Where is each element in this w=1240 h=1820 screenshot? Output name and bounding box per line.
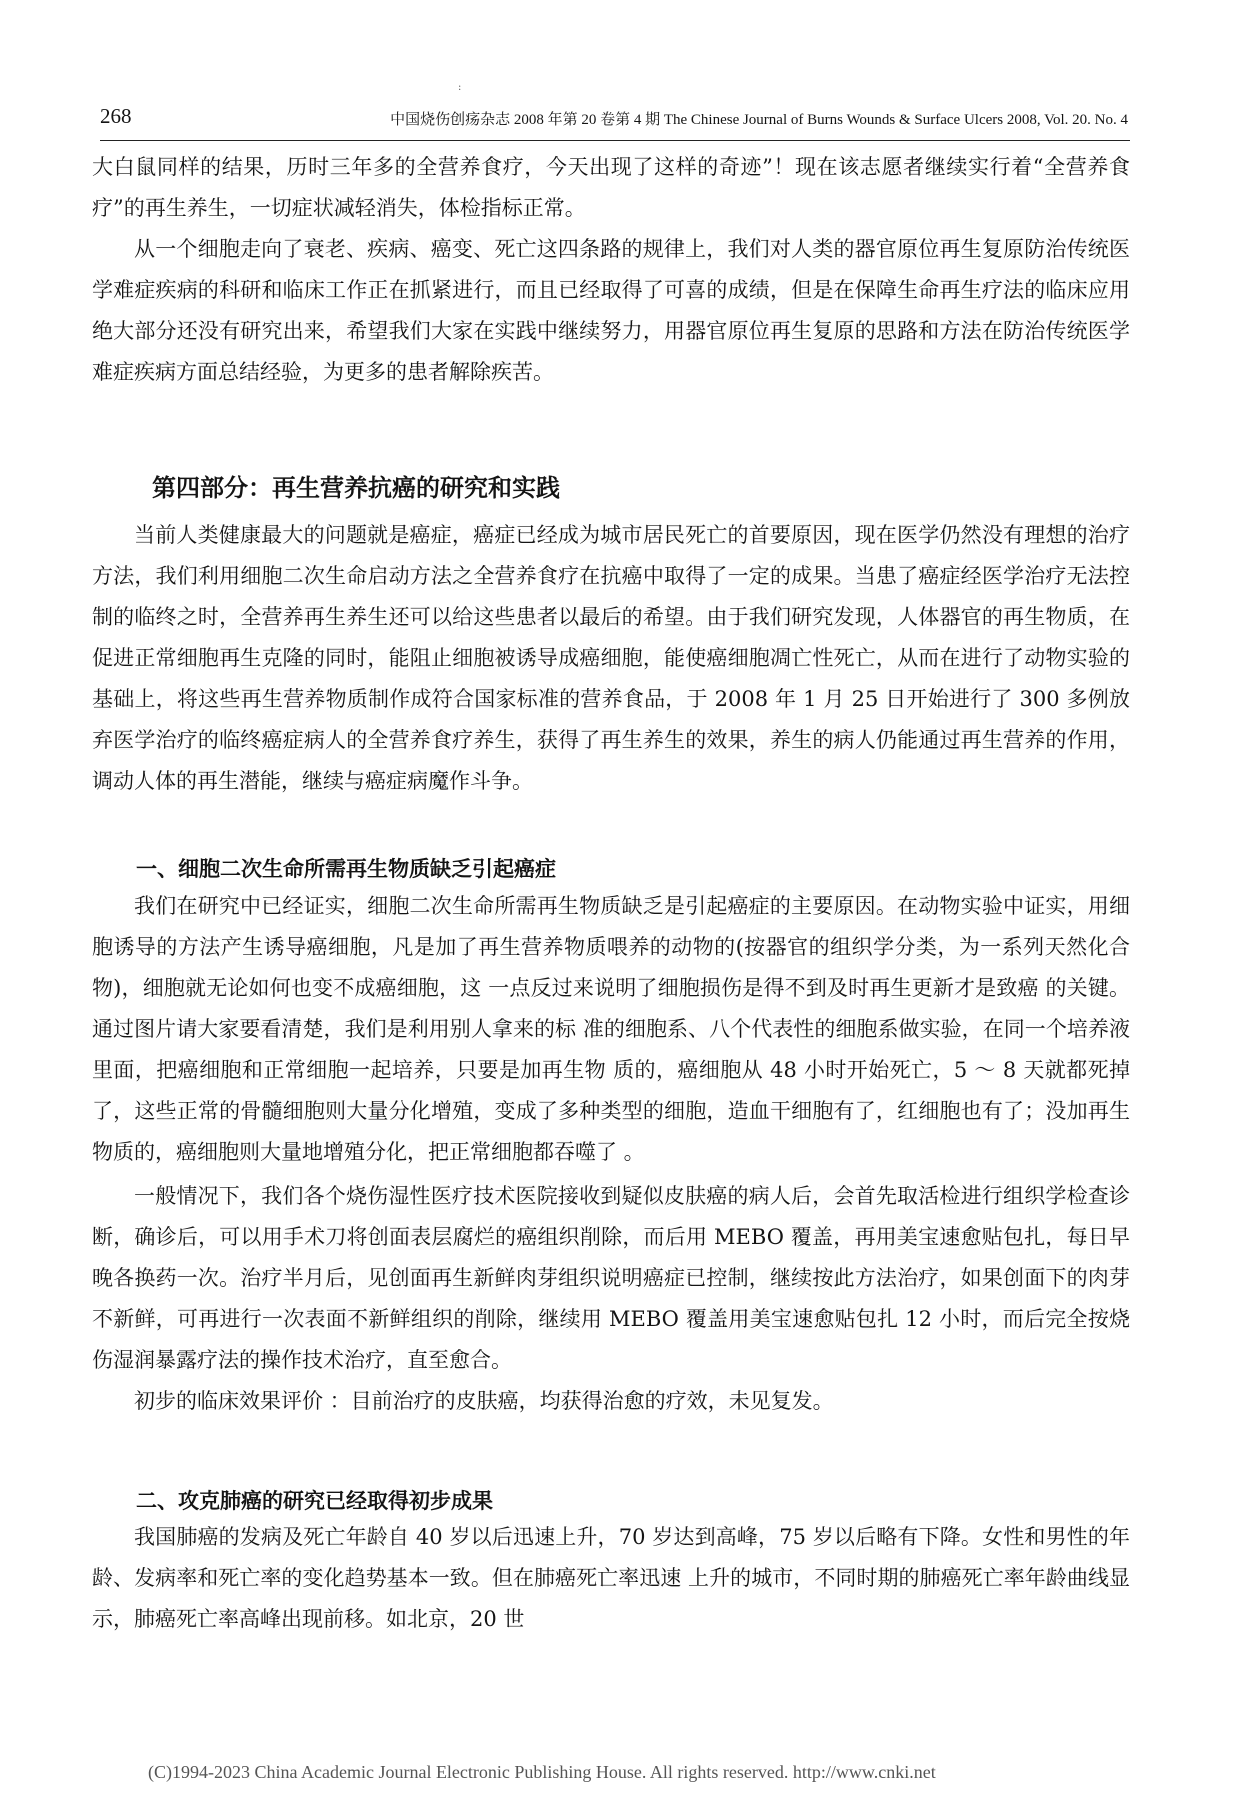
section-heading: 一、细胞二次生命所需再生物质缺乏引起癌症 <box>136 856 556 881</box>
copyright-footer: (C)1994-2023 China Academic Journal Electronic Publishing House. All rights reserved. http://www.cnki.net <box>148 1762 936 1782</box>
body-paragraph: 一般情况下，我们各个烧伤湿性医疗技术医院接收到疑似皮肤癌的病人后，会首先取活检进行组织学检查诊断，确诊后，可以用手术刀将创面表层腐烂的癌组织削除，而后用 MEBO 覆盖，再用美宝速愈贴包扎，每日早晚各换药一次。治疗半月后，见创面再生新鲜肉芽组织说明癌症已控制，继续按此方法治疗，如果创面下的肉芽不新鲜，可再进行一次表面不新鲜组织的削除，继续用 MEBO 覆盖用美宝速愈贴包扎 12 小时，而后完全按烧伤湿润暴露疗法的操作技术治疗，直至愈合。 <box>92 1184 1130 1372</box>
body-paragraph: 初步的临床效果评价 ：目前治疗的皮肤癌，均获得治愈的疗效，未见复发。 <box>134 1389 834 1413</box>
continued-paragraph: 大白鼠同样的结果，历时三年多的全营养食疗，今天出现了这样的奇迹”！现在该志愿者继续实行着“全营养食疗”的再生养生，一切症状减轻消失，体检指标正常。 <box>92 155 1130 220</box>
body-paragraph: 我们在研究中已经证实，细胞二次生命所需再生物质缺乏是引起癌症的主要原因。在动物实验中证实，用细胞诱导的方法产生诱导癌细胞，凡是加了再生营养物质喂养的动物的(按器官的组织学分类，为一系列天然化合物)，细胞就无论如何也变不成癌细胞，这 一点反过来说明了细胞损伤是得不到及时再生更新才是致癌 的关键。通过图片请大家要看清楚，我们是利用别人拿来的标 准的细胞系、八个代表性的细胞系做实验，在同一个培养液里面，把癌细胞和正常细胞一起培养，只要是加再生物 质的，癌细胞从 48 小时开始死亡，5 ～ 8 天就都死掉了，这些正常的骨髓细胞则大量分化增殖，变成了多种类型的细胞，造血干细胞有了，红细胞也有了；没加再生物质的，癌细胞则大量地增殖分化，把正常细胞都吞噬了 。 <box>92 894 1130 1164</box>
part-heading: 第四部分：再生营养抗癌的研究和实践 <box>152 473 560 502</box>
scan-mark: : <box>458 82 462 93</box>
section-heading: 二、攻克肺癌的研究已经取得初步成果 <box>136 1488 493 1513</box>
page-number: 268 <box>100 104 132 128</box>
running-header: 中国烧伤创疡杂志 2008 年第 20 卷第 4 期 The Chinese Journal of Burns Wounds & Surface Ulcers 2008, Vol. 20. No. 4 <box>390 112 1128 128</box>
body-paragraph: 从一个细胞走向了衰老、疾病、癌变、死亡这四条路的规律上，我们对人类的器官原位再生复原防治传统医学难症疾病的科研和临床工作正在抓紧进行，而且已经取得了可喜的成绩，但是在保障生命再生疗法的临床应用绝大部分还没有研究出来，希望我们大家在实践中继续努力，用器官原位再生复原的思路和方法在防治传统医学难症疾病方面总结经验，为更多的患者解除疾苦。 <box>92 237 1130 384</box>
header-rule <box>100 140 1130 141</box>
body-paragraph: 当前人类健康最大的问题就是癌症，癌症已经成为城市居民死亡的首要原因，现在医学仍然没有理想的治疗方法，我们利用细胞二次生命启动方法之全营养食疗在抗癌中取得了一定的成果。当患了癌症经医学治疗无法控制的临终之时，全营养再生养生还可以给这些患者以最后的希望。由于我们研究发现，人体器官的再生物质，在促进正常细胞再生克隆的同时，能阻止细胞被诱导成癌细胞，能使癌细胞凋亡性死亡，从而在进行了动物实验的基础上，将这些再生营养物质制作成符合国家标准的营养食品，于 2008 年 1 月 25 日开始进行了 300 多例放弃医学治疗的临终癌症病人的全营养食疗养生，获得了再生养生的效果，养生的病人仍能通过再生营养的作用，调动人体的再生潜能，继续与癌症病魔作斗争。 <box>92 523 1130 793</box>
body-paragraph: 我国肺癌的发病及死亡年龄自 40 岁以后迅速上升，70 岁达到高峰，75 岁以后略有下降。女性和男性的年龄、发病率和死亡率的变化趋势基本一致。但在肺癌死亡率迅速 上升的城市，不同时期的肺癌死亡率年龄曲线显示，肺癌死亡率高峰出现前移。如北京，20 世 <box>92 1525 1130 1631</box>
